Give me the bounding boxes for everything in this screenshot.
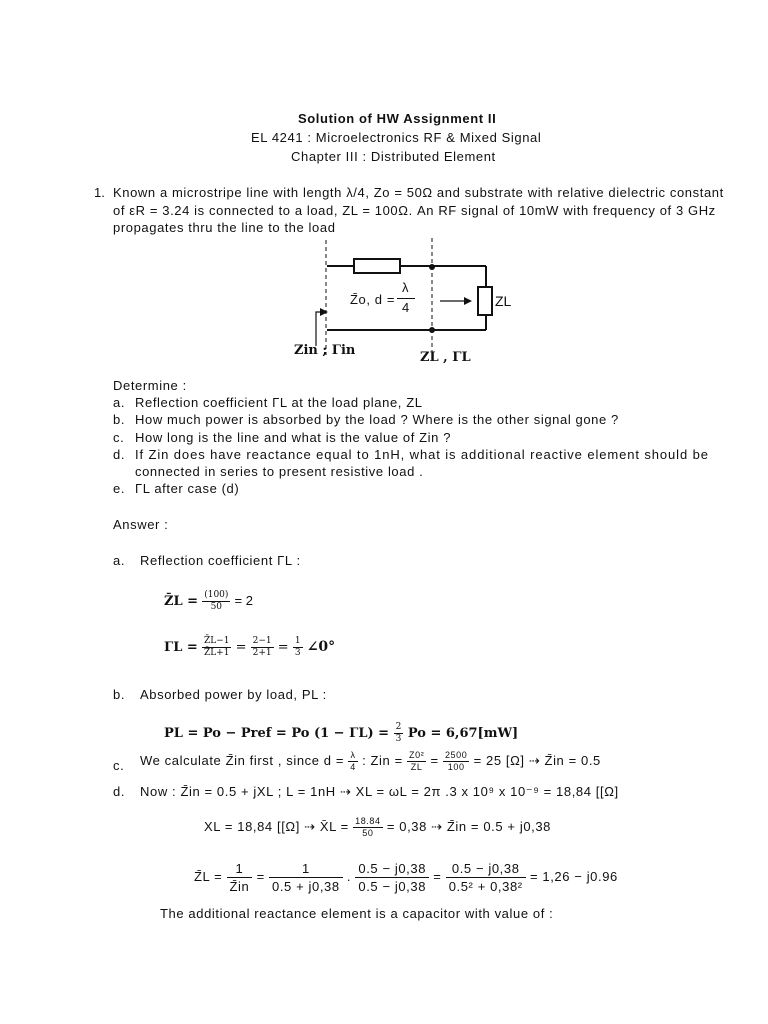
c-frac-3-num: 2500 (444, 750, 468, 760)
gamma-frac-1 (202, 636, 232, 659)
zl-result: = 2 (234, 593, 253, 608)
line-impedance-label: Z̄o, d = (350, 292, 396, 307)
c-tail: = 25 [Ω] ⇢ Z̄in = 0.5 (473, 752, 601, 768)
zb-f4-num: 0.5 − j0,38 (446, 860, 526, 878)
gamma-frac-2 (251, 636, 274, 659)
c-frac-2-num: Z0² (409, 750, 425, 760)
c-frac-2 (407, 750, 426, 773)
determine-item-e: ΓL after case (d) (135, 481, 240, 496)
gamma-equation: ΓL = $\frac{Z̄L-1}{Z̄L+1}$ = $\frac{2-1}{2+1}$ = $\frac{1}{3}$ ∠0° (164, 636, 336, 658)
xl-lhs: XL = 18,84 [[Ω] ⇢ X̄L = (204, 818, 349, 834)
c-mid: : Zin = (362, 752, 403, 768)
gamma-frac-3-num: 1 (294, 636, 301, 646)
zbar-lhs: Z̄L = (194, 868, 223, 884)
problem-line-1: Known a microstripe line with length λ/4, Zo = 50Ω and substrate with relative dielectric constant (113, 185, 724, 200)
answer-a-letter: a. (113, 553, 126, 568)
determine-letter-b: b. (113, 412, 126, 427)
zb-frac-4 (446, 860, 526, 895)
determine-letter-d: d. (113, 447, 126, 462)
determine-item-a: Reflection coefficient ΓL at the load plane, ZL (135, 395, 423, 410)
c-frac-1-num: λ (348, 750, 358, 762)
zb-frac-1 (227, 860, 253, 895)
zb-f2-num: 1 (269, 860, 343, 878)
zb-f1-den: Z̄in (229, 879, 250, 894)
problem-line-3: propagates thru the line to the load (113, 220, 336, 235)
determine-letter-c: c. (113, 430, 125, 445)
determine-item-d: If Zin does have reactance equal to 1nH, what is additional reactive element should be (135, 447, 709, 462)
gamma-frac-2-num: 2−1 (252, 636, 272, 646)
pl-frac-den: 3 (395, 734, 402, 744)
xl-tail: = 0,38 ⇢ Z̄in = 0.5 + j0,38 (386, 818, 552, 834)
c-frac-3 (443, 750, 469, 773)
c-eq: = (430, 752, 439, 768)
answer-heading: Answer : (113, 517, 169, 532)
zb-f1-num: 1 (227, 860, 253, 878)
c-frac-1-den: 4 (350, 762, 356, 772)
gamma-frac-3 (293, 636, 303, 659)
answer-c-text: We calculate Z̄in first , since d = (140, 752, 345, 768)
answer-d-text: Now : Z̄in = 0.5 + jXL ; L = 1nH ⇢ XL = ωL = 2π .3 x 10⁹ x 10⁻⁹ = 18,84 [[Ω] (140, 784, 619, 799)
zl-num: (100) (204, 590, 229, 600)
xl-line (204, 816, 551, 839)
zbar-line: Z̄L = $\frac{1}{Z̄in}$ = $\frac{1}{0.5 + j0,38}$ . $\frac{0.5 - j0,38}{0.5 - j0,38}$ = $\frac{0.5 - j0,38}{\text{0.5² + 0,38²}}$ = 1,26 − j0.96 (194, 861, 618, 894)
pl-equation (164, 722, 518, 745)
gamma-frac-2-den: 2+1 (252, 648, 272, 658)
lambda-symbol: λ (402, 280, 409, 295)
determine-item-d-cont: connected in series to present resistive load . (135, 464, 424, 479)
determine-heading: Determine : (113, 378, 187, 393)
answer-c-letter: c. (113, 758, 125, 773)
answer-c-line (140, 750, 601, 773)
zb-frac-2 (269, 860, 343, 895)
answer-d-letter: d. (113, 784, 126, 799)
input-impedance-label: Zin ; Γin (294, 343, 356, 358)
answer-b-letter: b. (113, 687, 126, 702)
gamma-angle: ∠0° (306, 639, 336, 655)
gamma-frac-1-num: Z̄L−1 (203, 636, 230, 646)
course-line: EL 4241 : Microelectronics RF & Mixed Signal (251, 130, 542, 145)
zb-tail: = 1,26 − j0.96 (529, 868, 618, 884)
gamma-frac-1-den: Z̄L+1 (203, 648, 230, 658)
determine-item-b: How much power is absorbed by the load ? Where is the other signal gone ? (135, 412, 619, 427)
pl-tail: Po = 6,67[mW] (407, 726, 519, 741)
zl-den: 50 (210, 602, 223, 612)
pl-frac-num: 2 (395, 722, 402, 732)
determine-letter-e: e. (113, 481, 126, 496)
zl-fraction (202, 590, 230, 613)
xl-den: 50 (362, 828, 374, 838)
xl-num: 18.84 (355, 816, 381, 826)
determine-letter-a: a. (113, 395, 126, 410)
zl-lhs: Z̄L = (164, 594, 199, 609)
zb-f3-num: 0.5 − j0,38 (355, 860, 429, 878)
zb-f3-den: 0.5 − j0,38 (358, 879, 427, 894)
document-title: Solution of HW Assignment II (298, 111, 497, 126)
c-frac-2-den: ZL (410, 762, 423, 772)
c-frac-1 (348, 750, 358, 773)
four-symbol: 4 (402, 300, 410, 315)
pl-fraction (394, 722, 404, 745)
lambda-fraction-bar (397, 298, 415, 299)
zb-f4-den: 0.5² + 0,38² (448, 879, 523, 894)
gamma-lhs: ΓL = (164, 640, 198, 655)
chapter-line: Chapter III : Distributed Element (291, 149, 496, 164)
answer-b-text: Absorbed power by load, PL : (140, 687, 327, 702)
load-reflection-label: ZL , ΓL (420, 350, 471, 365)
zl-normalized-equation (164, 590, 253, 613)
zb-f2-den: 0.5 + j0,38 (272, 879, 340, 894)
closing-sentence: The additional reactance element is a capacitor with value of : (160, 906, 554, 921)
c-frac-3-den: 100 (447, 762, 465, 772)
gamma-frac-3-den: 3 (294, 648, 301, 658)
answer-a-text: Reflection coefficient ΓL : (140, 553, 301, 568)
load-impedance-label: ZL (495, 293, 512, 309)
zb-frac-3 (355, 860, 429, 895)
pl-lhs: PL = Po − Pref = Po (1 − ΓL) = (164, 726, 390, 741)
xl-fraction (353, 816, 383, 839)
determine-item-c: How long is the line and what is the value of Zin ? (135, 430, 452, 445)
problem-line-2: of εR = 3.24 is connected to a load, ZL = 100Ω. An RF signal of 10mW with frequency of 3 GHz (113, 203, 716, 218)
problem-number: 1. (94, 185, 105, 200)
